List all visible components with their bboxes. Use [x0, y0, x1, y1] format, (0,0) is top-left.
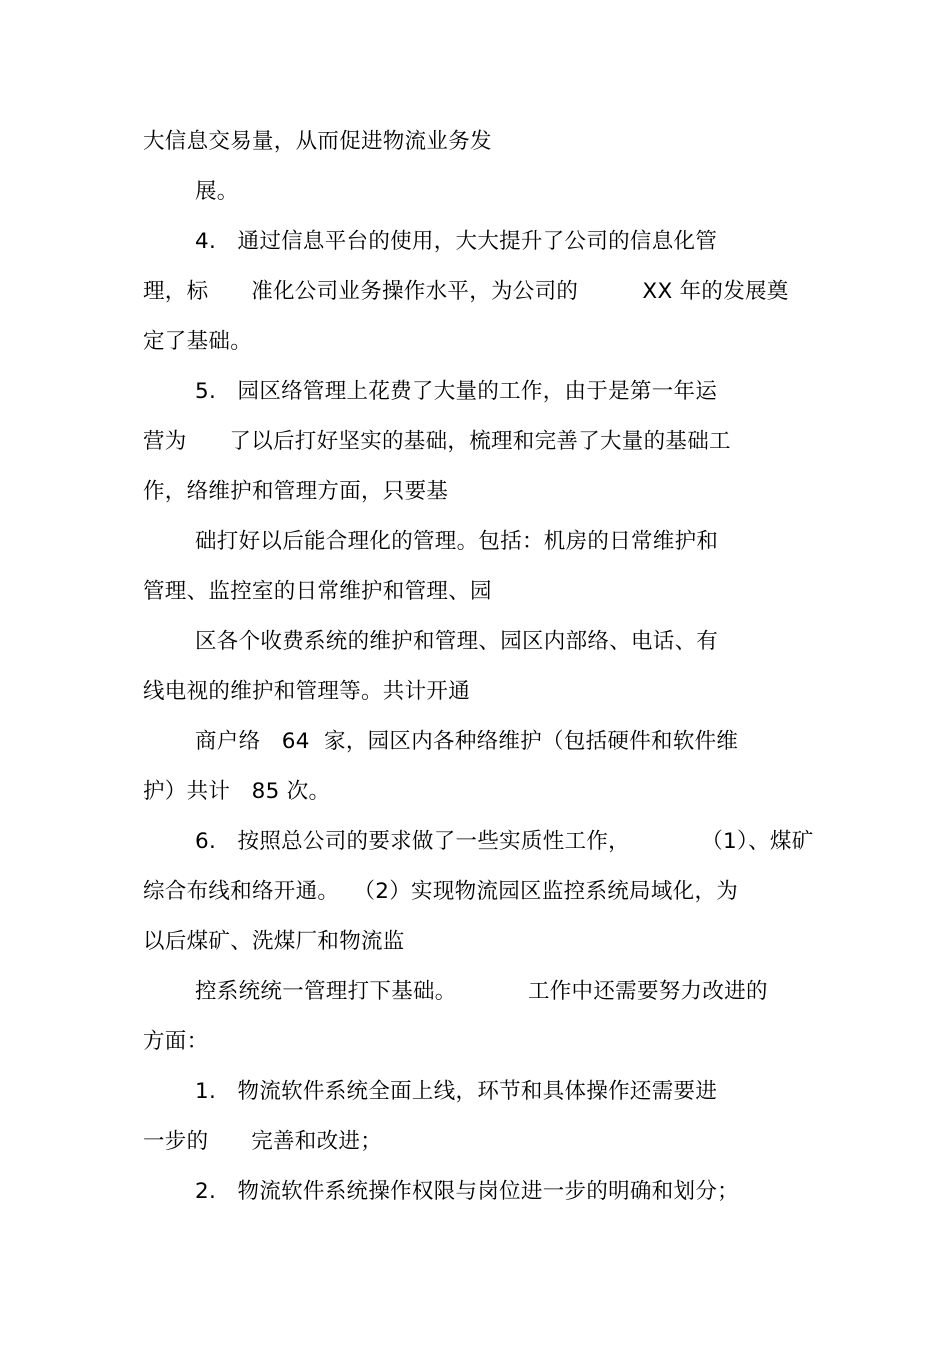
text-line: 区各个收费系统的维护和管理、园区内部络、电话、有 [195, 629, 719, 654]
text-line: 营为 了以后打好坚实的基础，梳理和完善了大量的基础工 [143, 429, 731, 454]
text-line: 1. 物流软件系统全面上线，环节和具体操作还需要进 [195, 1079, 718, 1104]
text-line: 以后煤矿、洗煤厂和物流监 [143, 929, 405, 954]
text-line: 作，络维护和管理方面，只要基 [143, 479, 449, 504]
text-line: 一步的 完善和改进； [143, 1129, 383, 1154]
text-line: 方面： [143, 1029, 209, 1054]
text-line: 4. 通过信息平台的使用，大大提升了公司的信息化管 [195, 229, 718, 254]
text-line: 线电视的维护和管理等。共计开通 [143, 679, 471, 704]
text-line: 商户络 64 家，园区内各种络维护（包括硬件和软件维 [195, 729, 739, 754]
text-line: 展。 [195, 179, 239, 204]
text-line: 础打好以后能合理化的管理。包括：机房的日常维护和 [195, 529, 719, 554]
text-line: 理，标 准化公司业务操作水平，为公司的 XX 年的发展奠 [143, 279, 789, 304]
text-line: 5. 园区络管理上花费了大量的工作，由于是第一年运 [195, 379, 718, 404]
text-line: 综合布线和络开通。 （2）实现物流园区监控系统局域化，为 [143, 879, 739, 904]
text-line: 6. 按照总公司的要求做了一些实质性工作， （1）、煤矿 [195, 829, 814, 854]
text-line: 控系统统一管理打下基础。 工作中还需要努力改进的 [195, 979, 768, 1004]
text-line: 2. 物流软件系统操作权限与岗位进一步的明确和划分； [195, 1179, 739, 1204]
text-line: 护）共计 85 次。 [143, 779, 331, 804]
text-line: 管理、监控室的日常维护和管理、园 [143, 579, 492, 604]
text-line: 大信息交易量，从而促进物流业务发 [143, 129, 492, 154]
text-line: 定了基础。 [143, 329, 253, 354]
